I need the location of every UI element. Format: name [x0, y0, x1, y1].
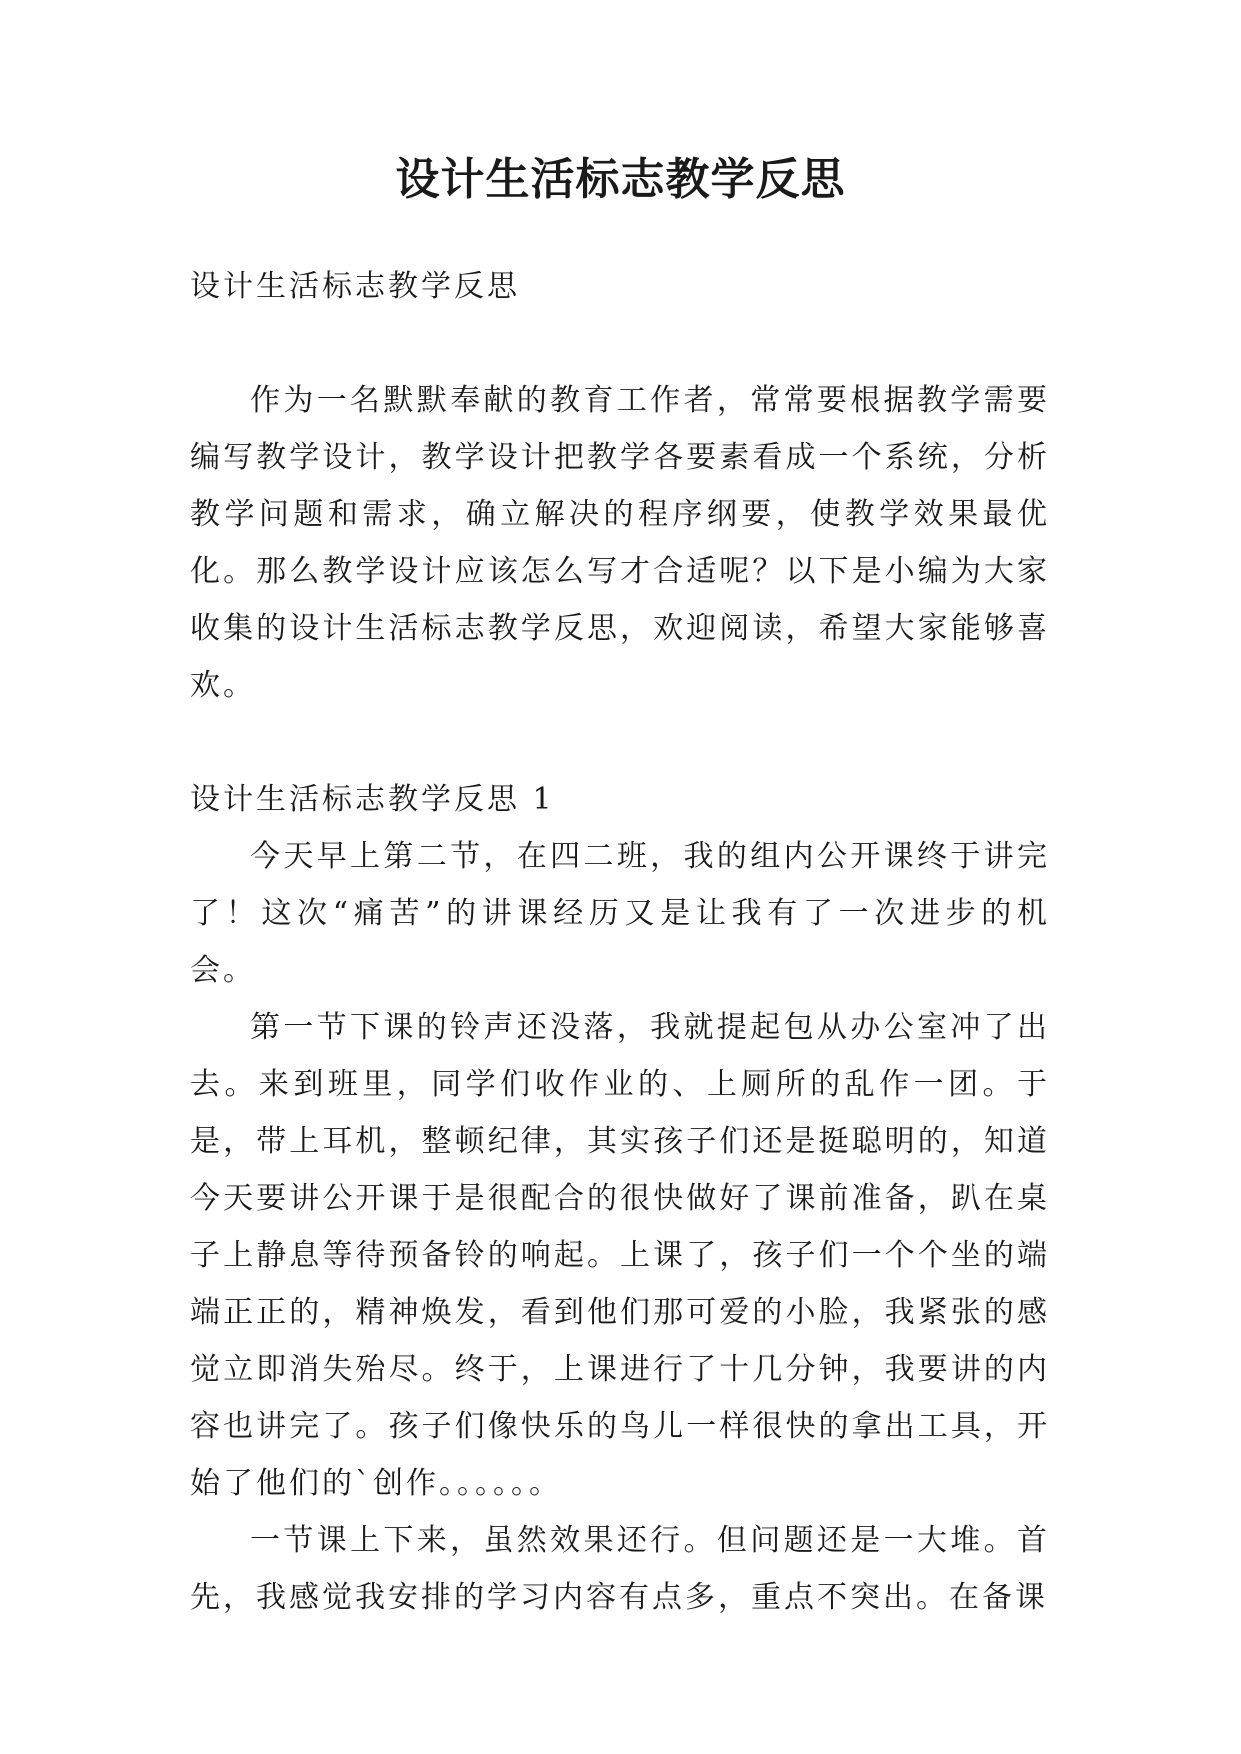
section-heading: 设计生活标志教学反思 1	[190, 782, 555, 817]
document-body	[190, 258, 1050, 1626]
document-subtitle: 设计生活标志教学反思	[190, 269, 520, 304]
body-paragraph: 第一节下课的铃声还没落，我就提起包从办公室冲了出去。来到班里，同学们收作业的、上厕所的乱作一团。于是，带上耳机，整顿纪律，其实孩子们还是挺聪明的，知道今天要讲公开课于是很配合的很快做好了课前准备，趴在桌子上静息等待预备铃的响起。上课了，孩子们一个个坐的端端正正的，精神焕发，看到他们那可爱的小脸，我紧张的感觉立即消失殆尽。终于，上课进行了十几分钟，我要讲的内容也讲完了。孩子们像快乐的鸟儿一样很快的拿出工具，开始了他们的`创作。。。。。。	[190, 1010, 1050, 1501]
spacer	[190, 714, 1050, 771]
intro-paragraph: 作为一名默默奉献的教育工作者，常常要根据教学需要编写教学设计，教学设计把教学各要素看成一个系统，分析教学问题和需求，确立解决的程序纲要，使教学效果最优化。那么教学设计应该怎么写才合适呢？以下是小编为大家收集的设计生活标志教学反思，欢迎阅读，希望大家能够喜欢。	[190, 383, 1050, 703]
body-paragraph: 一节课上下来，虽然效果还行。但问题还是一大堆。首先，我感觉我安排的学习内容有点多，重点不突出。在备课	[190, 1523, 1050, 1615]
body-paragraph: 今天早上第二节，在四二班，我的组内公开课终于讲完了！这次“痛苦”的讲课经历又是让我有了一次进步的机会。	[190, 839, 1050, 988]
spacer	[190, 315, 1050, 372]
document-title: 设计生活标志教学反思	[395, 154, 846, 205]
